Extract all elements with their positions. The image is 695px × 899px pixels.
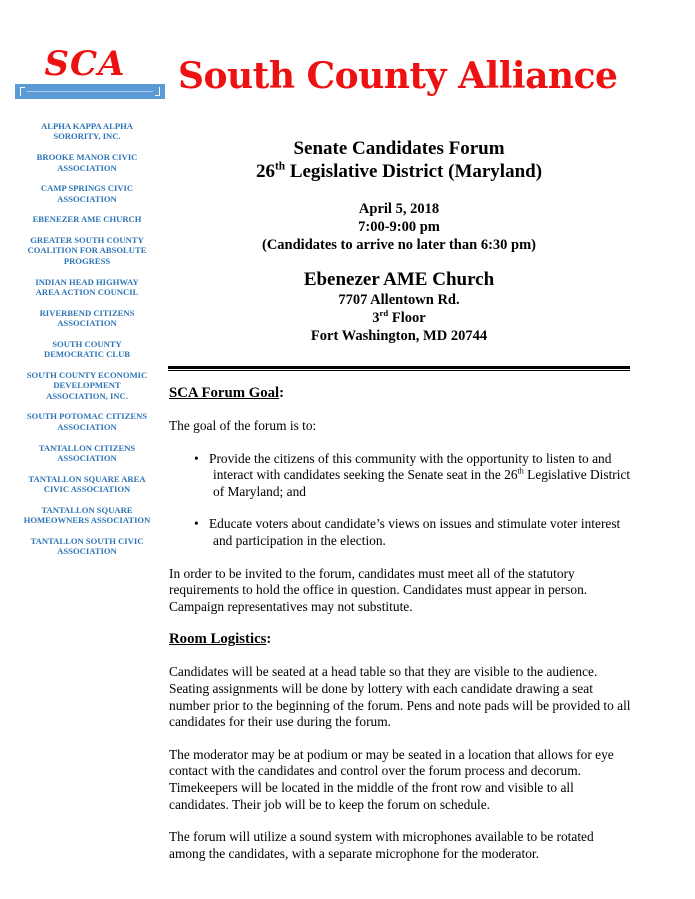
org-line: ASSOCIATION [57, 546, 117, 557]
section-divider-thin [168, 370, 630, 371]
venue-city: Fort Washington, MD 20744 [310, 328, 488, 344]
member-organization [12, 183, 162, 204]
member-organization [12, 505, 162, 526]
org-line: ALPHA KAPPA ALPHA [41, 121, 133, 131]
member-organization [12, 277, 162, 298]
org-line: ASSOCIATION [57, 318, 117, 329]
org-line: SOUTH POTOMAC CITIZENS [26, 411, 148, 422]
floor-number: 3 [372, 310, 380, 326]
member-organization [12, 214, 162, 224]
org-line: COALITION FOR ABSOLUTE [27, 245, 147, 256]
org-line: BROOKE MANOR CIVIC [36, 152, 138, 163]
org-line: INDIAN HEAD HIGHWAY [35, 276, 139, 287]
org-line: ASSOCIATION [57, 162, 117, 173]
goal-bullet-item [169, 516, 631, 549]
org-line: SOUTH COUNTY ECONOMIC [26, 369, 148, 380]
org-line: ASSOCIATION, INC. [46, 390, 128, 401]
org-line: AREA ACTION COUNCIL [35, 286, 139, 297]
org-line: ASSOCIATION [57, 452, 117, 463]
logistics-paragraph: Candidates will be seated at a head table so that they are visible to the audience. Seating assignments will be done by lottery with each candidate drawing a seat number prior to the beginning of the forum. Pens and note pads will be provided to all candidates for their use during the forum. [169, 664, 631, 730]
org-line: PROGRESS [63, 255, 111, 266]
document-body [169, 384, 631, 862]
logistics-paragraph: The moderator may be at podium or may be seated in a location that allows for eye contact with the candidates and control over the forum process and decorum. Timekeepers will be located in the middle of the front row and visible to all candidates. Their job will be to keep the forum on schedule. [169, 746, 614, 812]
org-line: TANTALLON SOUTH CIVIC [30, 535, 144, 546]
goal-intro: The goal of the forum is to: [169, 418, 317, 433]
org-line: DEMOCRATIC CLUB [43, 349, 131, 360]
bullet-text: Provide the citizens of this community with the opportunity to listen to and interact with candidates seeking the Senate seat in the 26 [209, 450, 612, 483]
org-line: CIVIC ASSOCIATION [43, 484, 131, 495]
sca-logo-text: SCA [44, 44, 126, 84]
org-line: SORORITY, INC. [53, 131, 121, 142]
venue-floor [168, 309, 630, 327]
logistics-paragraph: The forum will utilize a sound system with microphones available to be rotated among the candidates, with a separate microphone for the moderator. [169, 829, 594, 861]
goal-heading-text: SCA Forum Goal [169, 385, 280, 401]
org-line: GREATER SOUTH COUNTY [30, 235, 144, 246]
event-district [168, 160, 630, 183]
logistics-heading-colon: : [266, 631, 272, 648]
org-line: ASSOCIATION [57, 193, 117, 204]
logistics-heading-text: Room Logistics [169, 631, 267, 648]
eligibility-paragraph: In order to be invited to the forum, candidates must meet all of the statutory requirements to hold the office in question. Candidates must appear in person. Campaign representatives may not substitute. [169, 565, 588, 614]
bullet-icon: • [194, 516, 199, 532]
logistics-heading [169, 630, 631, 648]
org-line: TANTALLON SQUARE AREA [28, 473, 146, 484]
member-organization [12, 474, 162, 495]
member-organization [12, 235, 162, 266]
goal-bullet-item [169, 451, 631, 501]
member-organization [12, 339, 162, 360]
member-organization [12, 411, 162, 432]
venue-address: 7707 Allentown Rd. [338, 292, 460, 308]
org-line: HOMEOWNERS ASSOCIATION [23, 515, 151, 526]
org-line: TANTALLON SQUARE [41, 504, 133, 515]
org-line: DEVELOPMENT [53, 380, 121, 391]
district-ordinal: th [274, 160, 286, 173]
section-divider [168, 366, 630, 369]
goal-heading-colon: : [279, 385, 285, 401]
event-header [168, 137, 630, 345]
floor-text: Floor [388, 310, 426, 326]
district-text: Legislative District (Maryland) [285, 161, 543, 182]
member-organization [12, 152, 162, 173]
venue-name: Ebenezer AME Church [303, 269, 495, 290]
org-line: EBENEZER AME CHURCH [32, 214, 142, 225]
bullet-ordinal: th [517, 466, 524, 476]
member-organizations-list [12, 121, 162, 567]
member-organization [12, 443, 162, 464]
goal-bullet-list [169, 451, 631, 550]
member-organization [12, 121, 162, 142]
bullet-icon: • [194, 450, 199, 466]
org-line: SOUTH COUNTY [52, 338, 122, 349]
goal-heading [169, 384, 631, 402]
org-line: CAMP SPRINGS CIVIC [40, 183, 134, 194]
arrival-note: (Candidates to arrive no later than 6:30 pm) [261, 237, 536, 253]
member-organization [12, 308, 162, 329]
logo-bar-decoration [15, 84, 165, 99]
event-date: April 5, 2018 [358, 201, 440, 217]
logo-bar-line [27, 91, 153, 92]
member-organization [12, 370, 162, 401]
event-title: Senate Candidates Forum [293, 138, 505, 159]
org-line: ASSOCIATION [57, 421, 117, 432]
district-number: 26 [255, 161, 275, 182]
org-line: TANTALLON CITIZENS [38, 442, 136, 453]
bullet-text-end: Legislative District of Maryland; and [213, 467, 631, 499]
floor-ordinal: rd [379, 308, 389, 319]
org-line: RIVERBEND CITIZENS [39, 307, 135, 318]
organization-title: South County Alliance [178, 55, 618, 97]
event-time: 7:00-9:00 pm [358, 219, 440, 235]
member-organization [12, 536, 162, 557]
bullet-text: Educate voters about candidate’s views on issues and stimulate voter interest and participation in the election. [209, 516, 621, 548]
